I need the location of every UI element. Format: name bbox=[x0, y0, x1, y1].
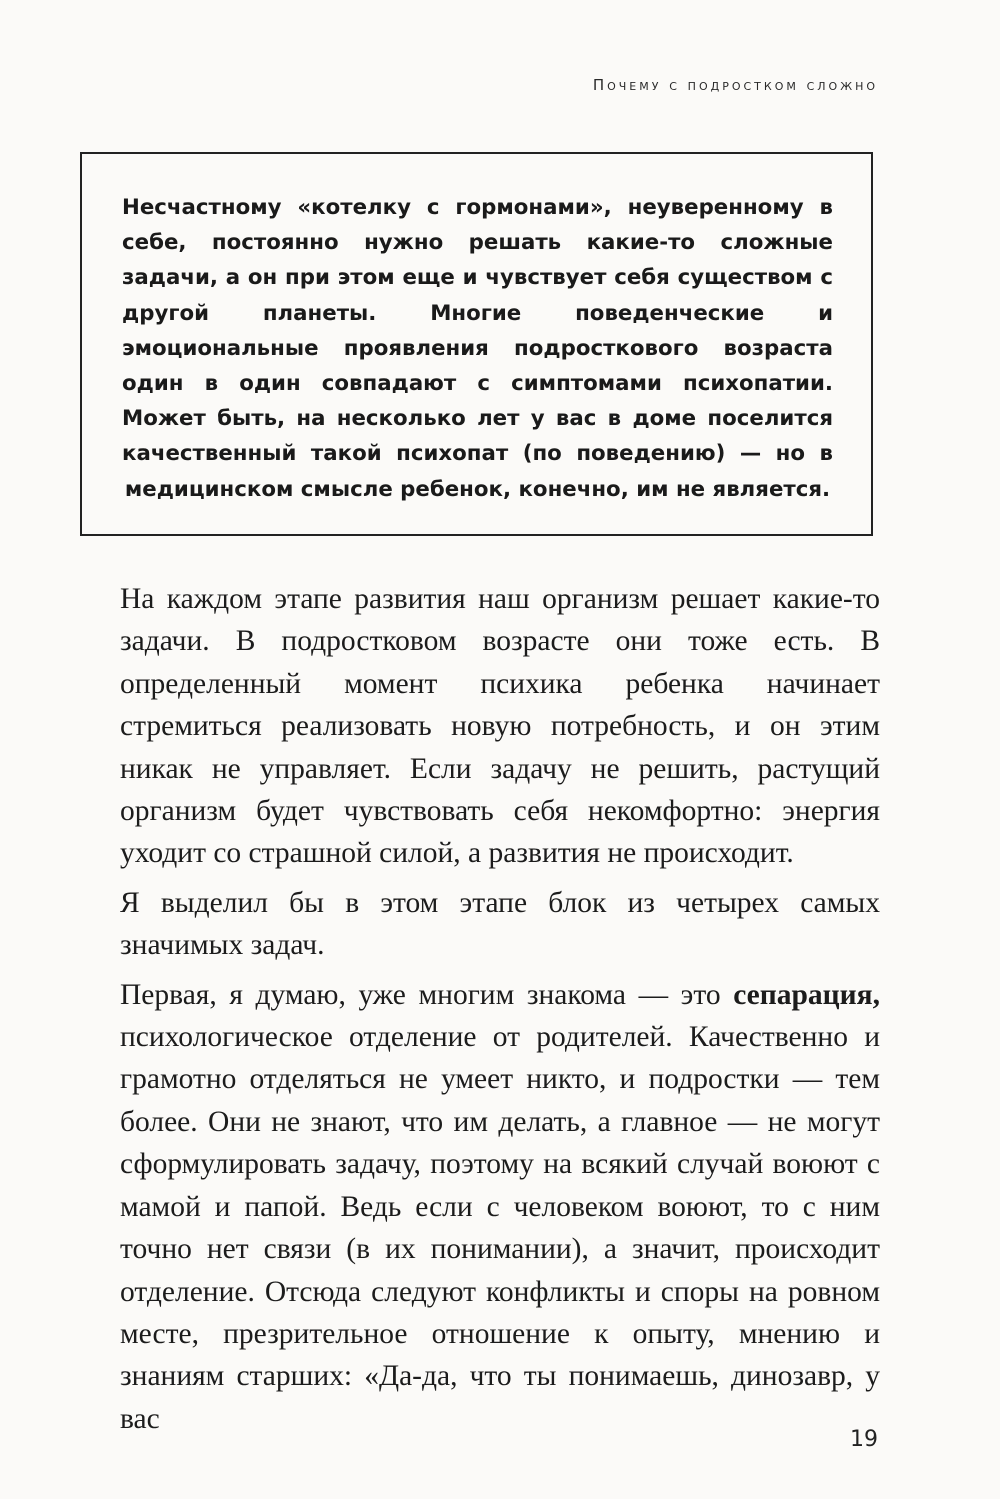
main-text bbox=[120, 578, 880, 1447]
paragraph-rest: психологическое отделение от родителей. Качественно и грамотно отделяться не умеет никто, и подростки — тем более. Они не знают, что им делать, а главное — не могут сформулировать задачу, поэтому на всякий случай воюют с мамой и папой. Ведь если с человеком воюют, то с ним точно нет связи (в их понимании), а значит, происходит отделение. Отсюда следуют конфликты и споры на ровном месте, презрительное отношение к опыту, мнению и знаниям старших: «Да-да, что ты понимаешь, динозавр, у вас bbox=[120, 1021, 880, 1435]
key-term: сепарация, bbox=[733, 978, 880, 1011]
callout-box bbox=[80, 152, 873, 536]
paragraph: На каждом этапе развития наш организм решает какие-то задачи. В подростковом возрасте они тоже есть. В определенный момент психика ребенка начинает стремиться реализовать новую потребность, и он этим никак не управляет. Если задачу не решить, растущий организм будет чувствовать себя некомфортно: энергия уходит со страшной силой, а развития не происходит. bbox=[120, 583, 880, 870]
paragraph-lead: Первая, я думаю, уже многим знакома — это bbox=[120, 978, 734, 1011]
paragraph bbox=[120, 974, 880, 1440]
paragraph: Я выделил бы в этом этапе блок из четырех самых значимых задач. bbox=[120, 886, 880, 962]
page-number: 19 bbox=[850, 1427, 878, 1452]
running-title: Почему с подростком сложно bbox=[592, 76, 878, 94]
callout-text: Несчастному «котелку с гормонами», неуверенному в себе, постоянно нужно решать какие-то сложные задачи, а он при этом еще и чувствует себя существом с другой планеты. Многие поведенческие и эмоциональные проявления подросткового возраста один в один совпадают с симптомами психопатии. Может быть, на несколько лет у вас в доме поселится качественный такой психопат (по поведению) — но в медицинском смысле ребенок, конечно, им не является. bbox=[122, 195, 833, 502]
